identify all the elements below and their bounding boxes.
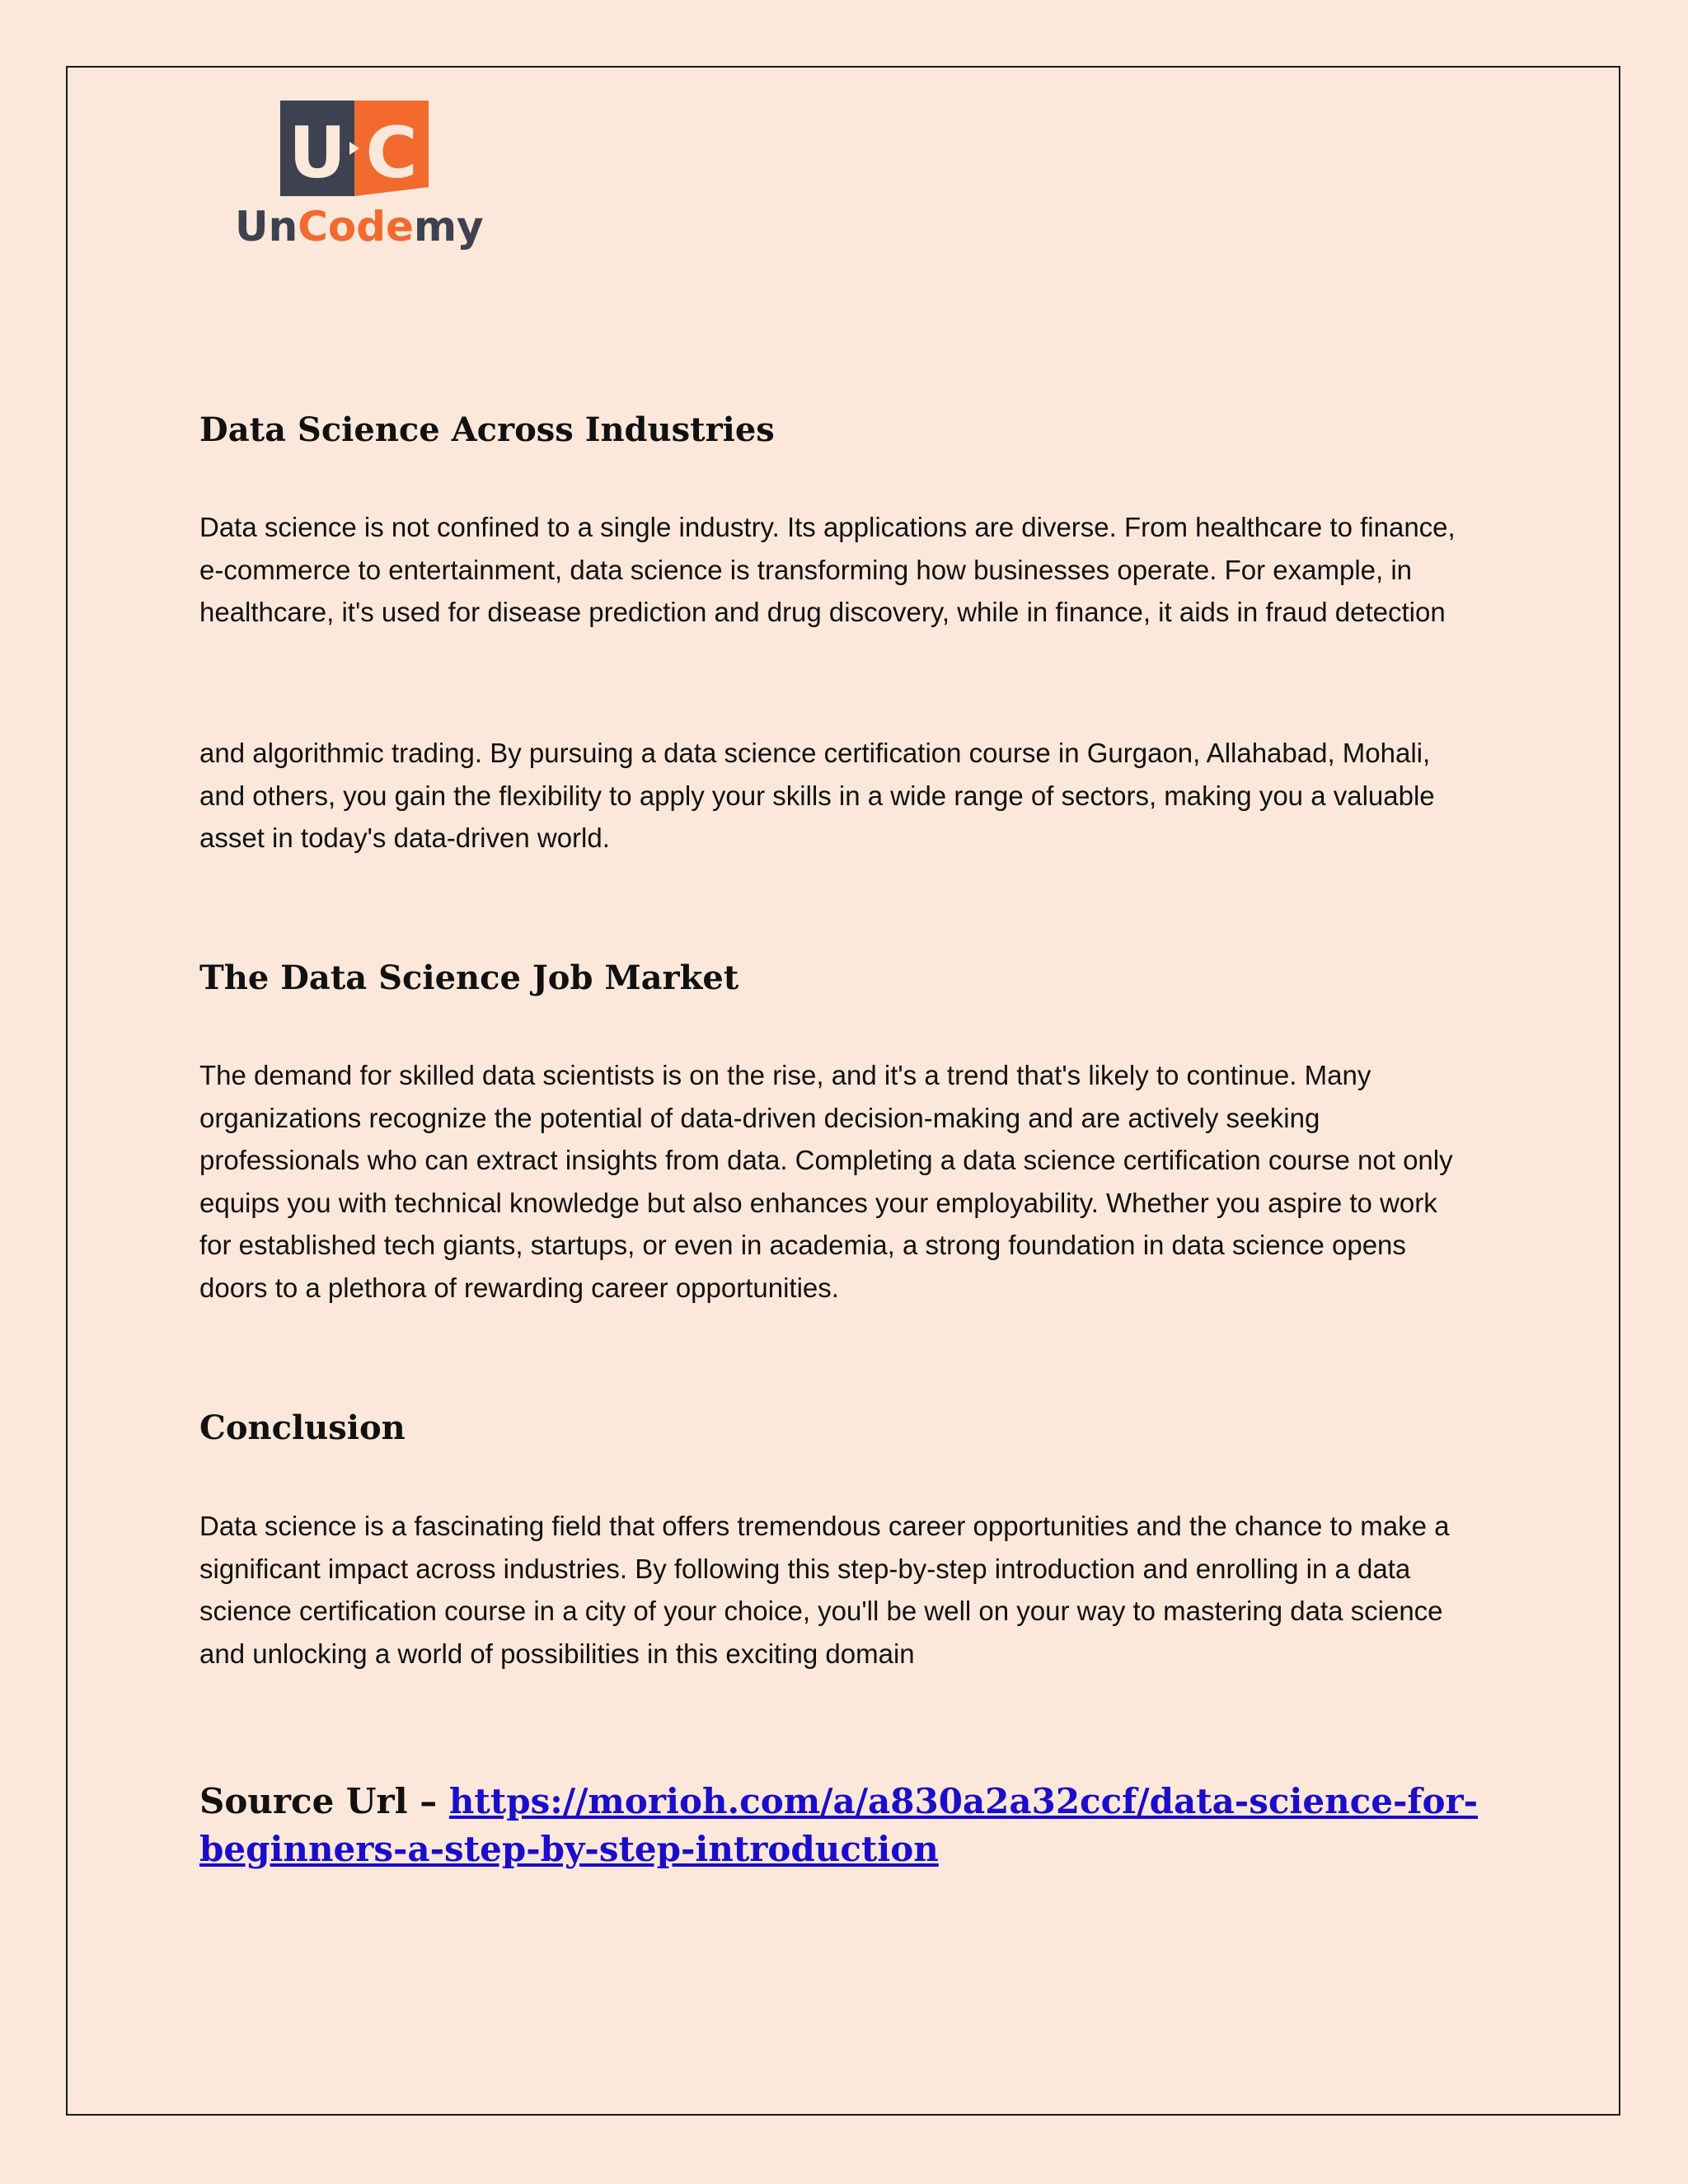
source-link-continued[interactable]: beginners-a-step-by-step-introduction: [199, 1829, 939, 1869]
paragraph-line: and unlocking a world of possibilities in this exciting domain: [199, 1638, 915, 1669]
source-link[interactable]: https://morioh.com/a/a830a2a32ccf/data-science-for-: [448, 1781, 1479, 1821]
source-line-2: [199, 1825, 1478, 1873]
paragraph-line: organizations recognize the potential of data-driven decision-making and are actively seeking: [199, 1102, 1320, 1133]
logo-mark-right: C: [365, 112, 418, 194]
section-heading-conclusion: Conclusion: [199, 1408, 406, 1447]
paragraph-industries-2: [199, 732, 1518, 860]
paragraph-line: and algorithmic trading. By pursuing a data science certification course in Gurgaon, Allahabad, Mohali,: [199, 738, 1431, 768]
paragraph-conclusion: [199, 1505, 1518, 1675]
section-heading-industries: Data Science Across Industries: [199, 410, 775, 449]
paragraph-line: asset in today's data-driven world.: [199, 823, 610, 853]
paragraph-line: equips you with technical knowledge but also enhances your employability. Whether you aspire to work: [199, 1187, 1437, 1218]
paragraph-line: doors to a plethora of rewarding career opportunities.: [199, 1272, 839, 1303]
paragraph-line: healthcare, it's used for disease prediction and drug discovery, while in finance, it aids in fraud detection: [199, 597, 1446, 627]
paragraph-line: Data science is a fascinating field that offers tremendous career opportunities and the chance to make a: [199, 1511, 1450, 1541]
paragraph-line: e-commerce to entertainment, data science is transforming how businesses operate. For example, in: [199, 554, 1413, 585]
logo-wordmark-part2: Code: [298, 203, 414, 251]
paragraph-line: significant impact across industries. By following this step-by-step introduction and enrolling in a data: [199, 1553, 1411, 1584]
source-url: [199, 1778, 1478, 1873]
uc-logo-mark: [280, 101, 429, 199]
paragraph-job-market: [199, 1054, 1518, 1309]
paragraph-line: for established tech giants, startups, or even in academia, a strong foundation in data science opens: [199, 1230, 1406, 1260]
paragraph-line: The demand for skilled data scientists is on the rise, and it's a trend that's likely to continue. Many: [199, 1060, 1372, 1090]
source-line-1: [199, 1778, 1478, 1825]
paragraph-line: Data science is not confined to a single industry. Its applications are diverse. From healthcare to finance,: [199, 512, 1456, 542]
logo-mark-left: U: [288, 112, 346, 194]
logo-wordmark: [235, 203, 484, 251]
paragraph-line: and others, you gain the flexibility to apply your skills in a wide range of sectors, making you a valuable: [199, 780, 1435, 811]
paragraph-industries-1: [199, 506, 1518, 634]
source-label: Source Url –: [199, 1781, 449, 1821]
uncodemy-logo: [235, 101, 482, 257]
logo-wordmark-part1: Un: [235, 203, 298, 251]
paragraph-line: science certification course in a city of your choice, you'll be well on your way to mastering data science: [199, 1596, 1443, 1626]
paragraph-line: professionals who can extract insights from data. Completing a data science certification course not only: [199, 1145, 1453, 1175]
section-heading-job-market: The Data Science Job Market: [199, 958, 739, 997]
logo-wordmark-part3: my: [413, 203, 484, 251]
